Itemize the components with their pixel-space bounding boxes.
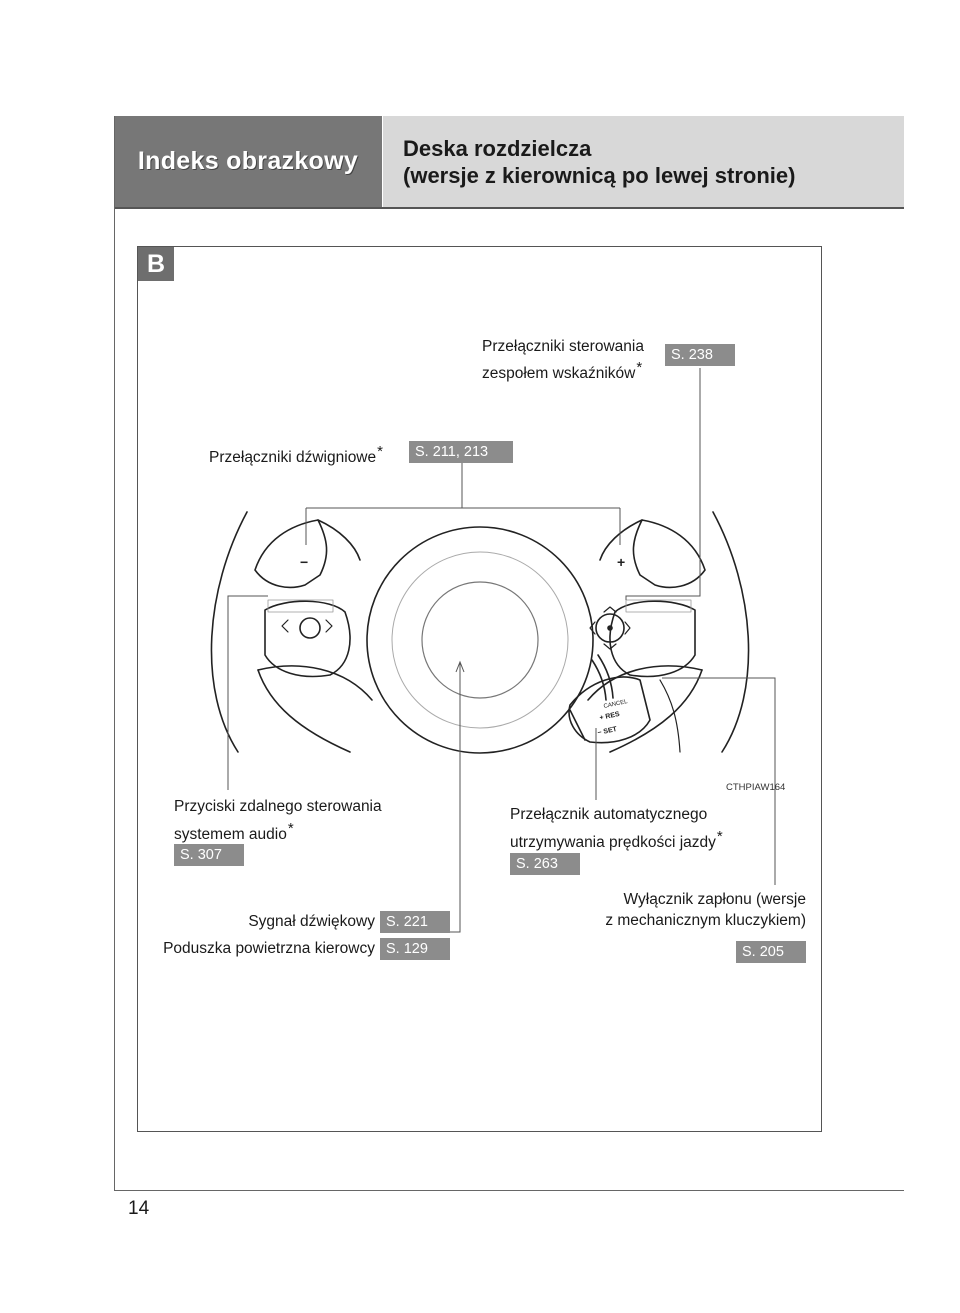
paddle-right [633,520,705,587]
callout-airbag-label: Poduszka powietrzna kierowcy [163,940,375,957]
callout-meter-line1: Przełączniki sterowania [482,338,644,355]
footnote-star: * [377,443,383,460]
callout-horn-label: Sygnał dźwiękowy [248,913,375,930]
callout-meter-page-ref[interactable]: S. 238 [665,344,735,366]
lever-res-text: + RES [598,710,621,722]
page-title-line1: Deska rozdzielcza [403,136,592,161]
audio-switch-pad [265,601,350,676]
page-title-line2: (wersje z kierownicą po lewej stronie) [403,163,796,188]
paddle-right-plus: + [617,554,626,570]
footnote-star: * [636,359,643,376]
hub-ring [392,552,568,728]
wheel-hub [367,527,593,753]
callout-paddle-wrap [209,441,383,469]
section-tab-label: Indeks obrazkowy [137,147,359,175]
callout-audio-line2-wrap [174,818,294,846]
callout-audio-line1: Przyciski zdalnego sterowania [174,798,382,815]
callout-ignition-page-ref[interactable]: S. 205 [736,941,806,963]
page-number: 14 [128,1198,150,1219]
footnote-star: * [287,820,294,837]
callout-meter-line2: zespołem wskaźników [482,365,636,382]
callout-cruise-page-ref[interactable]: S. 263 [510,853,580,875]
paddle-left-minus: − [300,554,309,570]
callout-audio-page-ref[interactable]: S. 307 [174,844,244,866]
callout-paddle-page-ref[interactable]: S. 211, 213 [409,441,513,463]
meter-switch-pad [610,601,695,676]
hub-emblem-area [422,582,538,698]
callout-ignition-line1: Wyłącznik zapłonu (wersje [623,891,806,908]
callout-cruise-line2-wrap [510,826,723,854]
callout-paddle-line1: Przełączniki dźwigniowe [209,449,377,466]
callout-ignition-line2: z mechanicznym kluczykiem) [605,912,806,929]
callout-horn-page-ref[interactable]: S. 221 [380,911,450,933]
rim-left-outer [211,512,247,752]
paddle-left [255,520,327,587]
rim-right-outer [713,512,749,752]
callout-cruise-line1: Przełącznik automatycznego [510,806,708,823]
callout-cruise-line2: utrzymywania prędkości jazdy [510,834,716,851]
footnote-star: * [716,828,723,845]
callout-airbag-page-ref[interactable]: S. 129 [380,938,450,960]
callout-meter-line2-wrap [482,357,642,385]
figure-code: CTHPIAW164 [726,782,786,793]
callout-audio-line2: systemem audio [174,826,287,843]
audio-center-button [300,618,320,638]
lever-set-text: − SET [596,726,618,737]
panel-letter-badge: B [138,247,174,281]
lever-cancel-text: CANCEL [603,699,629,710]
